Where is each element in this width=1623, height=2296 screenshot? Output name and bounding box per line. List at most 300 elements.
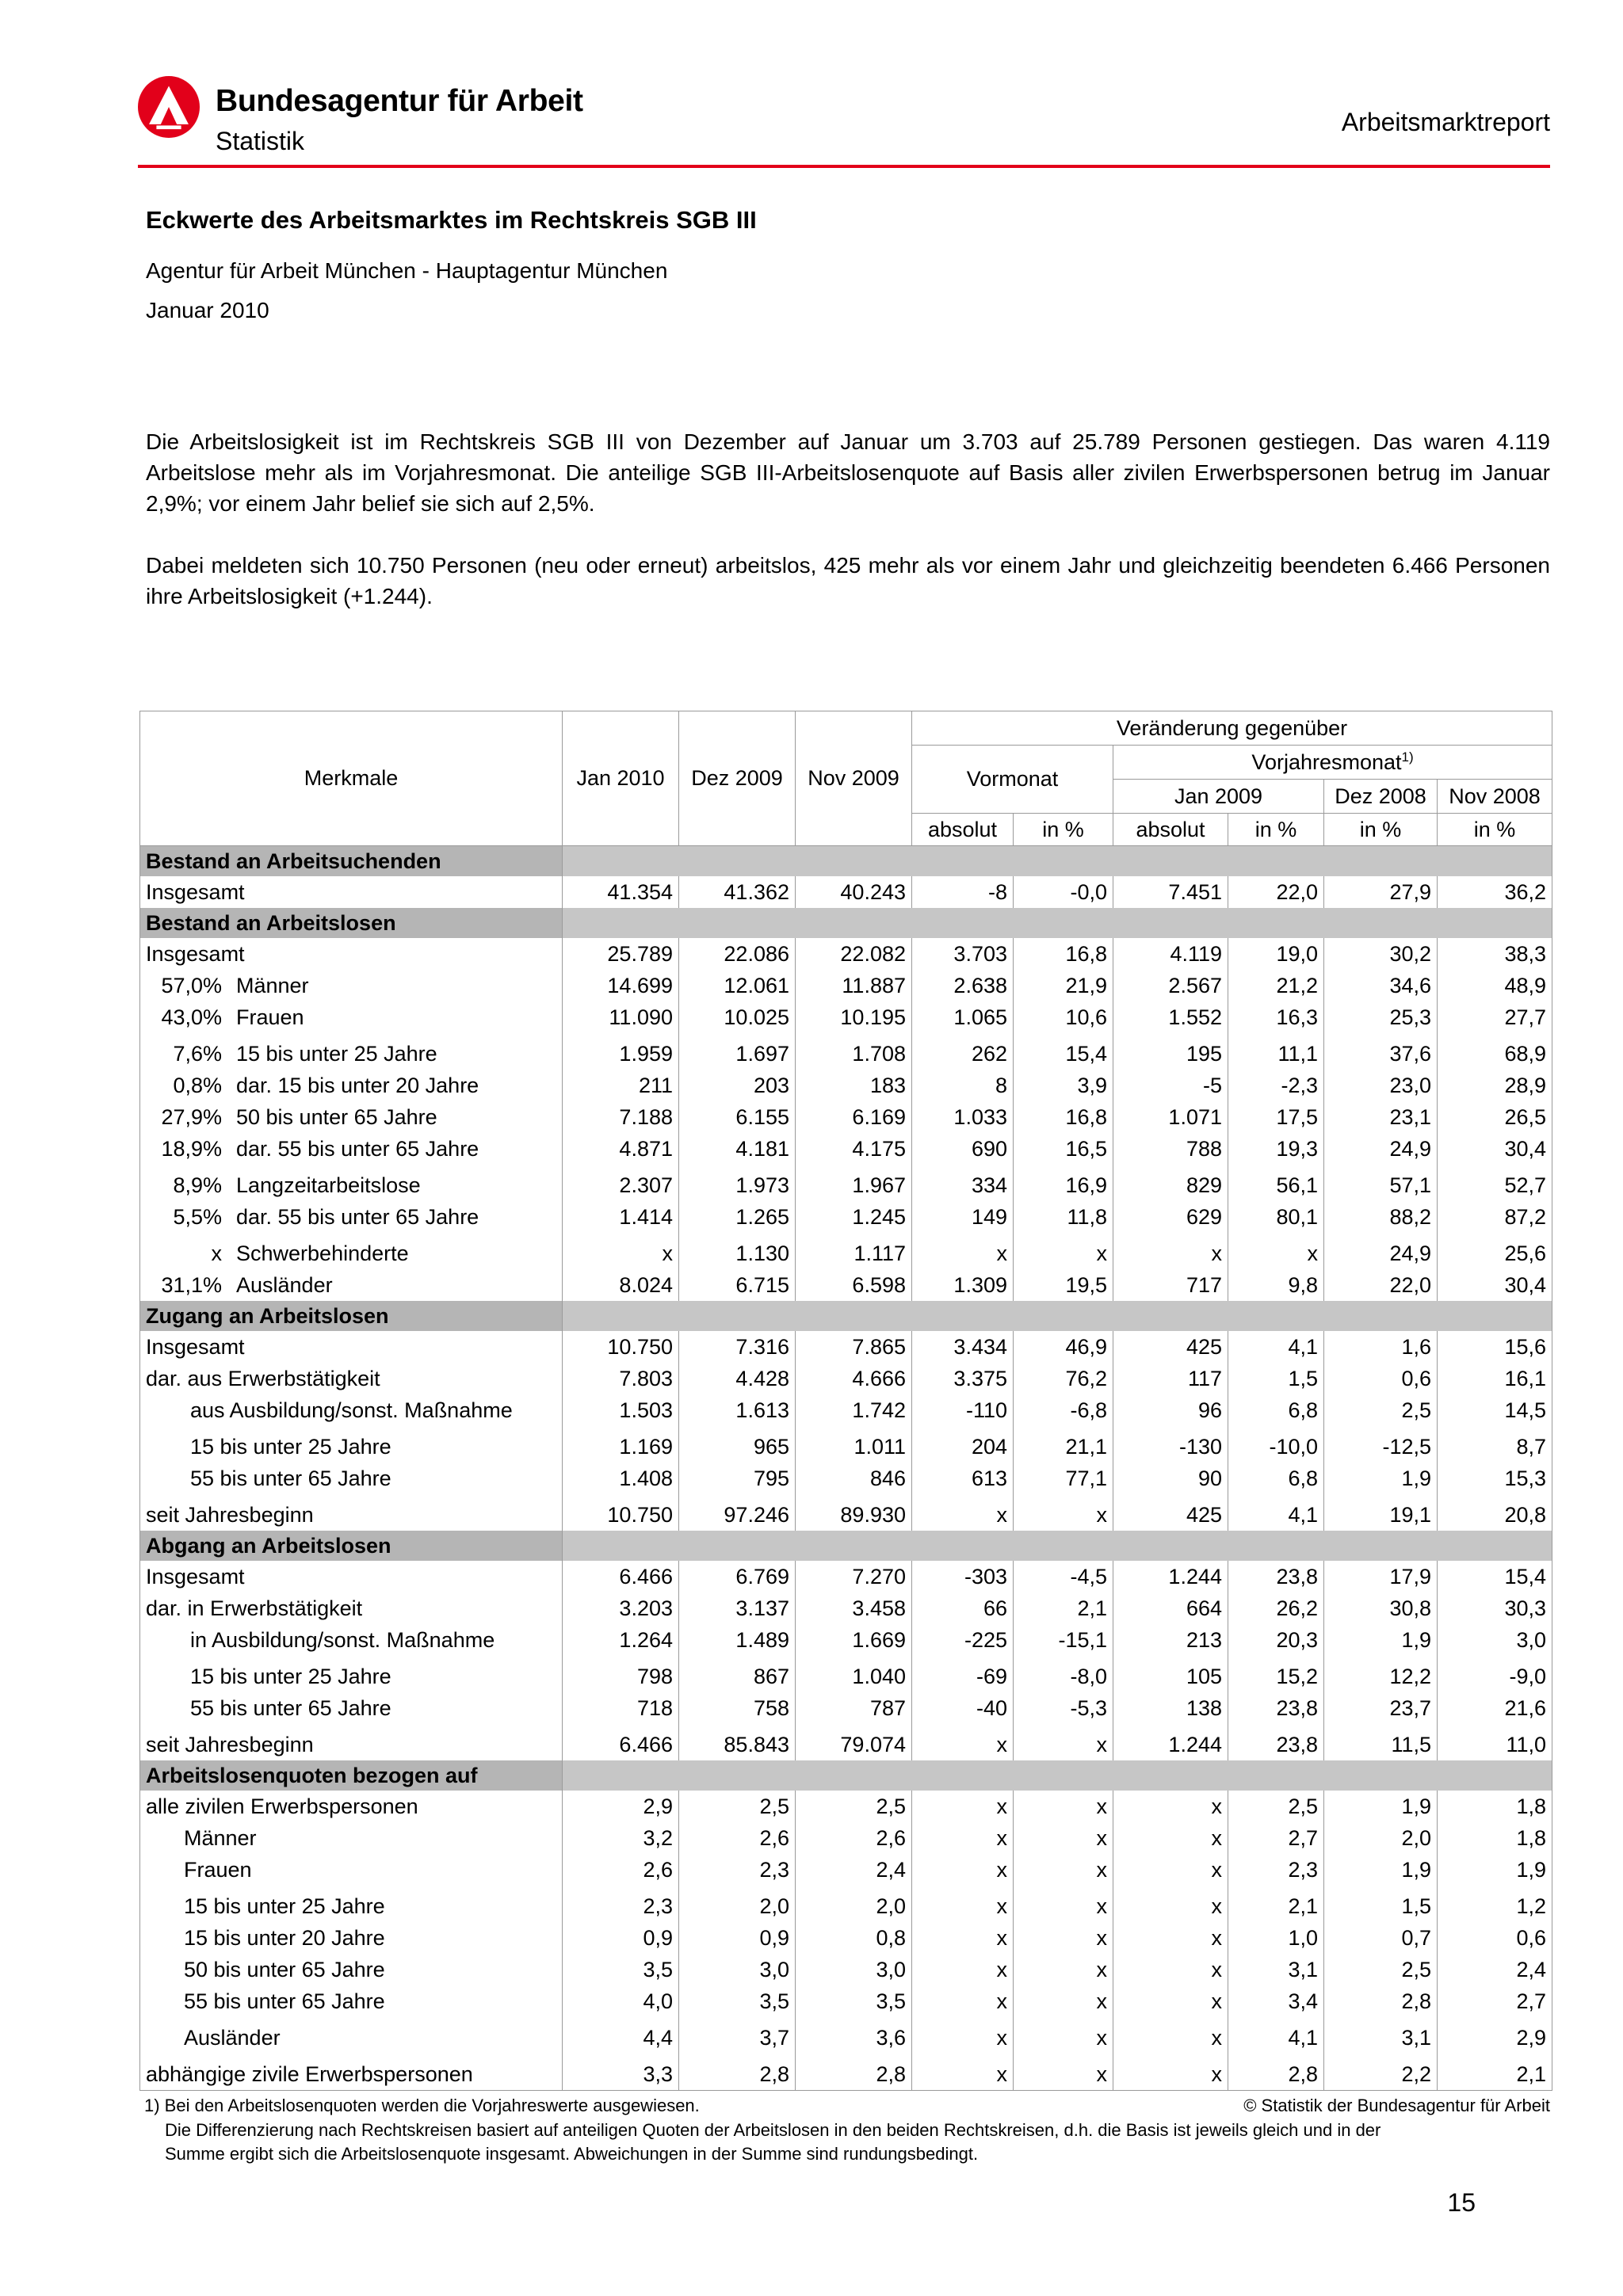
value-cell: 1,5 (1228, 1363, 1324, 1394)
row-label: dar. 15 bis unter 20 Jahre (236, 1073, 479, 1097)
value-cell: 846 (796, 1463, 912, 1494)
value-cell: 19,0 (1228, 938, 1324, 970)
value-cell: 1.503 (563, 1394, 679, 1426)
value-cell: 41.354 (563, 876, 679, 908)
row-label: Insgesamt (146, 1564, 245, 1589)
row-share: 27,9% (161, 1104, 222, 1129)
footnote-3: Summe ergibt sich die Arbeitslosenquote insgesamt. Abweichungen in der Summe sind rundungsbedingt. (165, 2144, 979, 2164)
value-cell: 89.930 (796, 1494, 912, 1531)
table-row (140, 1201, 1552, 1233)
value-cell: x (912, 1954, 1014, 1985)
value-cell: x (1113, 2017, 1228, 2054)
value-cell: 425 (1113, 1331, 1228, 1363)
value-cell: 2.307 (563, 1165, 679, 1201)
row-share: 0,8% (173, 1073, 222, 1097)
table-row (140, 1886, 1552, 1922)
row-label-cell (140, 1724, 563, 1760)
header-veraenderung: Veränderung gegenüber (912, 711, 1552, 746)
value-cell: 2,5 (1228, 1791, 1324, 1822)
section-fill (563, 908, 1552, 938)
value-cell: 183 (796, 1070, 912, 1101)
row-label-cell (140, 1033, 563, 1070)
header-dez-2009: Dez 2009 (679, 711, 796, 846)
value-cell: 2,3 (563, 1886, 679, 1922)
value-cell: 117 (1113, 1363, 1228, 1394)
value-cell: 7.451 (1113, 876, 1228, 908)
value-cell: x (1014, 2054, 1113, 2091)
value-cell: 6.169 (796, 1101, 912, 1133)
value-cell: 1.967 (796, 1165, 912, 1201)
row-label-cell (140, 1070, 563, 1101)
value-cell: 4.119 (1113, 938, 1228, 970)
value-cell: x (1014, 1922, 1113, 1954)
row-share: 7,6% (173, 1041, 222, 1066)
value-cell: x (1014, 1854, 1113, 1886)
value-cell: 77,1 (1014, 1463, 1113, 1494)
value-cell: 4.871 (563, 1133, 679, 1165)
table-row (140, 1394, 1552, 1426)
value-cell: 1,6 (1324, 1331, 1438, 1363)
value-cell: 3,1 (1324, 2017, 1438, 2054)
value-cell: 3,4 (1228, 1985, 1324, 2017)
value-cell: x (1113, 1822, 1228, 1854)
value-cell: 41.362 (679, 876, 796, 908)
value-cell: 1.708 (796, 1033, 912, 1070)
value-cell: 30,2 (1324, 938, 1438, 970)
footnote-2: Die Differenzierung nach Rechtskreisen basiert auf anteiligen Quoten der Arbeitslosen in den beiden Rechtskreisen, d.h. die Basis ist jeweils gleich und in der (165, 2120, 1381, 2140)
value-cell: 16,9 (1014, 1165, 1113, 1201)
value-cell: 96 (1113, 1394, 1228, 1426)
section-row (140, 908, 1552, 938)
row-share: 8,9% (173, 1173, 222, 1197)
header-vormonat: Vormonat (912, 746, 1113, 814)
value-cell: 87,2 (1438, 1201, 1552, 1233)
value-cell: 23,8 (1228, 1692, 1324, 1724)
value-cell: 1.613 (679, 1394, 796, 1426)
value-cell: 9,8 (1228, 1269, 1324, 1301)
value-cell: 2,4 (796, 1854, 912, 1886)
value-cell: 213 (1113, 1624, 1228, 1656)
value-cell: 4,1 (1228, 2017, 1324, 2054)
value-cell: 204 (912, 1426, 1014, 1463)
row-label: Schwerbehinderte (236, 1241, 409, 1265)
row-label-cell (140, 1165, 563, 1201)
value-cell: -9,0 (1438, 1656, 1552, 1692)
value-cell: 0,6 (1438, 1922, 1552, 1954)
value-cell: x (912, 1886, 1014, 1922)
value-cell: x (1113, 2054, 1228, 2091)
value-cell: 80,1 (1228, 1201, 1324, 1233)
row-label: Insgesamt (146, 1334, 245, 1359)
value-cell: 7.188 (563, 1101, 679, 1133)
section-row (140, 846, 1552, 877)
value-cell: 1.973 (679, 1165, 796, 1201)
value-cell: 20,3 (1228, 1624, 1324, 1656)
value-cell: 23,7 (1324, 1692, 1438, 1724)
table-row (140, 1463, 1552, 1494)
value-cell: 22,0 (1228, 876, 1324, 908)
row-label-cell (140, 2017, 563, 2054)
value-cell: 2,3 (679, 1854, 796, 1886)
value-cell: x (912, 1854, 1014, 1886)
value-cell: 664 (1113, 1592, 1228, 1624)
table-body (140, 846, 1552, 2091)
value-cell: 1.033 (912, 1101, 1014, 1133)
table-row (140, 876, 1552, 908)
value-cell: 795 (679, 1463, 796, 1494)
value-cell: 3,0 (679, 1954, 796, 1985)
section-fill (563, 1531, 1552, 1561)
row-label: dar. aus Erwerbstätigkeit (146, 1366, 380, 1390)
value-cell: 30,3 (1438, 1592, 1552, 1624)
value-cell: 23,8 (1228, 1724, 1324, 1760)
value-cell: 16,5 (1014, 1133, 1113, 1165)
value-cell: -4,5 (1014, 1561, 1113, 1592)
value-cell: 76,2 (1014, 1363, 1113, 1394)
value-cell: 23,8 (1228, 1561, 1324, 1592)
value-cell: 7.316 (679, 1331, 796, 1363)
value-cell: 11,0 (1438, 1724, 1552, 1760)
row-label: 50 bis unter 65 Jahre (184, 1957, 385, 1981)
row-label: dar. 55 bis unter 65 Jahre (236, 1204, 479, 1229)
value-cell: 0,9 (563, 1922, 679, 1954)
value-cell: 68,9 (1438, 1033, 1552, 1070)
row-label: Insgesamt (146, 879, 245, 904)
value-cell: 3.375 (912, 1363, 1014, 1394)
value-cell: 3,5 (679, 1985, 796, 2017)
table-row (140, 1624, 1552, 1656)
section-fill (563, 1760, 1552, 1791)
row-label-cell (140, 1985, 563, 2017)
value-cell: 965 (679, 1426, 796, 1463)
labor-market-table (139, 711, 1552, 2091)
value-cell: x (1113, 1854, 1228, 1886)
value-cell: 19,1 (1324, 1494, 1438, 1531)
value-cell: 1.244 (1113, 1724, 1228, 1760)
value-cell: 1,5 (1324, 1886, 1438, 1922)
value-cell: 787 (796, 1692, 912, 1724)
row-label: 15 bis unter 25 Jahre (190, 1434, 391, 1459)
table-row (140, 1233, 1552, 1269)
ba-logo-icon (138, 76, 200, 138)
section-title: Zugang an Arbeitslosen (140, 1301, 563, 1331)
table-row (140, 2017, 1552, 2054)
table-row (140, 1692, 1552, 1724)
value-cell: 10.750 (563, 1494, 679, 1531)
value-cell: 0,8 (796, 1922, 912, 1954)
section-title: Bestand an Arbeitsuchenden (140, 846, 563, 877)
value-cell: 2,0 (679, 1886, 796, 1922)
value-cell: x (1113, 1233, 1228, 1269)
table-row (140, 1269, 1552, 1301)
value-cell: 66 (912, 1592, 1014, 1624)
value-cell: 3.203 (563, 1592, 679, 1624)
value-cell: 2,6 (563, 1854, 679, 1886)
value-cell: 21,9 (1014, 970, 1113, 1001)
value-cell: 2,8 (679, 2054, 796, 2091)
page-title: Eckwerte des Arbeitsmarktes im Rechtskreis SGB III (146, 206, 757, 234)
section-title: Arbeitslosenquoten bezogen auf (140, 1760, 563, 1791)
table-row (140, 1724, 1552, 1760)
value-cell: -303 (912, 1561, 1014, 1592)
section-title: Abgang an Arbeitslosen (140, 1531, 563, 1561)
table-row (140, 1070, 1552, 1101)
value-cell: 15,2 (1228, 1656, 1324, 1692)
value-cell: 26,5 (1438, 1101, 1552, 1133)
value-cell: 90 (1113, 1463, 1228, 1494)
value-cell: 2,5 (679, 1791, 796, 1822)
row-share: x (211, 1241, 222, 1265)
value-cell: -130 (1113, 1426, 1228, 1463)
value-cell: 629 (1113, 1201, 1228, 1233)
value-cell: 613 (912, 1463, 1014, 1494)
row-label: abhängige zivile Erwerbspersonen (146, 2061, 473, 2086)
value-cell: 6,8 (1228, 1463, 1324, 1494)
table-row (140, 1363, 1552, 1394)
value-cell: 211 (563, 1070, 679, 1101)
header-nov-2008-pct: in % (1438, 814, 1552, 846)
value-cell: 15,4 (1014, 1033, 1113, 1070)
value-cell: 24,9 (1324, 1233, 1438, 1269)
table-row (140, 1561, 1552, 1592)
value-cell: 3,0 (1438, 1624, 1552, 1656)
value-cell: 2,8 (1324, 1985, 1438, 2017)
value-cell: 4.175 (796, 1133, 912, 1165)
value-cell: 21,2 (1228, 970, 1324, 1001)
row-label-cell (140, 1886, 563, 1922)
row-label: aus Ausbildung/sonst. Maßnahme (190, 1398, 513, 1422)
header-merkmale: Merkmale (140, 711, 563, 846)
row-label-cell (140, 1854, 563, 1886)
value-cell: 97.246 (679, 1494, 796, 1531)
value-cell: 30,4 (1438, 1269, 1552, 1301)
value-cell: 2,7 (1228, 1822, 1324, 1854)
value-cell: 2,8 (1228, 2054, 1324, 2091)
value-cell: 46,9 (1014, 1331, 1113, 1363)
value-cell: 10.025 (679, 1001, 796, 1033)
row-label: dar. in Erwerbstätigkeit (146, 1596, 363, 1620)
footnote-1: 1) Bei den Arbeitslosenquoten werden die Vorjahreswerte ausgewiesen. (144, 2096, 700, 2115)
summary-paragraph-2: Dabei meldeten sich 10.750 Personen (neu oder erneut) arbeitslos, 425 mehr als vor einem Jahr und gleichzeitig beendeten 6.466 Personen ihre Arbeitslosigkeit (+1.244). (146, 553, 1550, 608)
value-cell: 1.065 (912, 1001, 1014, 1033)
value-cell: 2,4 (1438, 1954, 1552, 1985)
value-cell: -40 (912, 1692, 1014, 1724)
value-cell: 3,0 (796, 1954, 912, 1985)
section-row (140, 1531, 1552, 1561)
value-cell: 1,9 (1324, 1463, 1438, 1494)
value-cell: 2,1 (1228, 1886, 1324, 1922)
value-cell: x (912, 1922, 1014, 1954)
value-cell: 1.959 (563, 1033, 679, 1070)
row-label-cell (140, 1922, 563, 1954)
row-label: Frauen (184, 1857, 252, 1882)
value-cell: 3,1 (1228, 1954, 1324, 1985)
value-cell: 19,3 (1228, 1133, 1324, 1165)
table-row (140, 1133, 1552, 1165)
value-cell: 14.699 (563, 970, 679, 1001)
value-cell: 105 (1113, 1656, 1228, 1692)
value-cell: 4,1 (1228, 1331, 1324, 1363)
value-cell: 788 (1113, 1133, 1228, 1165)
value-cell: 19,5 (1014, 1269, 1113, 1301)
value-cell: x (1014, 1886, 1113, 1922)
row-label: Frauen (236, 1005, 304, 1029)
value-cell: 7.803 (563, 1363, 679, 1394)
table-row (140, 1854, 1552, 1886)
value-cell: 15,4 (1438, 1561, 1552, 1592)
value-cell: 1.742 (796, 1394, 912, 1426)
value-cell: 1.011 (796, 1426, 912, 1463)
value-cell: x (912, 2054, 1014, 2091)
row-label-cell (140, 1592, 563, 1624)
value-cell: 425 (1113, 1494, 1228, 1531)
value-cell: 52,7 (1438, 1165, 1552, 1201)
row-label: 15 bis unter 25 Jahre (236, 1041, 437, 1066)
row-label-cell (140, 1201, 563, 1233)
row-label: alle zivilen Erwerbspersonen (146, 1794, 418, 1818)
value-cell: 8,7 (1438, 1426, 1552, 1463)
value-cell: 6.466 (563, 1724, 679, 1760)
value-cell: 6.715 (679, 1269, 796, 1301)
table-row (140, 938, 1552, 970)
value-cell: 3,7 (679, 2017, 796, 2054)
page-number: 15 (1447, 2188, 1476, 2217)
value-cell: 56,1 (1228, 1165, 1324, 1201)
row-label-cell (140, 1363, 563, 1394)
table-row (140, 1001, 1552, 1033)
value-cell: 38,3 (1438, 938, 1552, 970)
row-label: 15 bis unter 25 Jahre (190, 1664, 391, 1688)
row-label: 55 bis unter 65 Jahre (190, 1695, 391, 1720)
value-cell: 1.552 (1113, 1001, 1228, 1033)
value-cell: 1.414 (563, 1201, 679, 1233)
value-cell: x (1113, 1791, 1228, 1822)
value-cell: 21,6 (1438, 1692, 1552, 1724)
value-cell: -6,8 (1014, 1394, 1113, 1426)
value-cell: x (912, 2017, 1014, 2054)
summary-paragraph-1: Die Arbeitslosigkeit ist im Rechtskreis SGB III von Dezember auf Januar um 3.703 auf 25.789 Personen gestiegen. Das waren 4.119 Arbeitslose mehr als im Vorjahresmonat. Die anteilige SGB III-Arbeitslosenquote auf Basis aller zivilen Erwerbspersonen betrug im Januar 2,9%; vor einem Jahr belief sie sich auf 2,5%. (146, 429, 1550, 516)
row-label: Langzeitarbeitslose (236, 1173, 421, 1197)
value-cell: 3,2 (563, 1822, 679, 1854)
value-cell: 8 (912, 1070, 1014, 1101)
row-label: Ausländer (236, 1272, 333, 1297)
value-cell: 1,9 (1324, 1624, 1438, 1656)
value-cell: x (1014, 1494, 1113, 1531)
value-cell: 20,8 (1438, 1494, 1552, 1531)
value-cell: 829 (1113, 1165, 1228, 1201)
value-cell: 2,6 (796, 1822, 912, 1854)
value-cell: 23,1 (1324, 1101, 1438, 1133)
row-label-cell (140, 1001, 563, 1033)
value-cell: x (912, 1724, 1014, 1760)
value-cell: -5,3 (1014, 1692, 1113, 1724)
value-cell: 3,3 (563, 2054, 679, 2091)
value-cell: 3,9 (1014, 1070, 1113, 1101)
value-cell: 3.434 (912, 1331, 1014, 1363)
row-label-cell (140, 938, 563, 970)
table-row (140, 2054, 1552, 2091)
value-cell: 10,6 (1014, 1001, 1113, 1033)
row-label-cell (140, 1822, 563, 1854)
section-row (140, 1301, 1552, 1331)
row-label-cell (140, 1101, 563, 1133)
value-cell: 195 (1113, 1033, 1228, 1070)
row-label: Männer (236, 973, 309, 997)
value-cell: 1.669 (796, 1624, 912, 1656)
value-cell: 11.090 (563, 1001, 679, 1033)
value-cell: 2,6 (679, 1822, 796, 1854)
row-share: 5,5% (173, 1204, 222, 1229)
copyright: © Statistik der Bundesagentur für Arbeit (1243, 2096, 1550, 2115)
row-label-cell (140, 876, 563, 908)
vorjahresmonat-label: Vorjahresmonat (1251, 750, 1402, 774)
value-cell: 36,2 (1438, 876, 1552, 908)
value-cell: 334 (912, 1165, 1014, 1201)
value-cell: 27,7 (1438, 1001, 1552, 1033)
value-cell: 3,6 (796, 2017, 912, 2054)
value-cell: x (1113, 1954, 1228, 1985)
value-cell: 12.061 (679, 970, 796, 1001)
row-label-cell (140, 1791, 563, 1822)
row-label-cell (140, 1656, 563, 1692)
value-cell: 11,1 (1228, 1033, 1324, 1070)
value-cell: 1.130 (679, 1233, 796, 1269)
table-row (140, 1426, 1552, 1463)
row-label-cell (140, 1269, 563, 1301)
value-cell: 1.071 (1113, 1101, 1228, 1133)
value-cell: x (912, 1822, 1014, 1854)
value-cell: 27,9 (1324, 876, 1438, 908)
row-label-cell (140, 1692, 563, 1724)
table-row (140, 1954, 1552, 1985)
value-cell: 79.074 (796, 1724, 912, 1760)
value-cell: 48,9 (1438, 970, 1552, 1001)
value-cell: 6.155 (679, 1101, 796, 1133)
value-cell: 22.082 (796, 938, 912, 970)
row-label: 55 bis unter 65 Jahre (184, 1989, 385, 2013)
value-cell: 1.244 (1113, 1561, 1228, 1592)
value-cell: 22,0 (1324, 1269, 1438, 1301)
value-cell: 2,5 (1324, 1954, 1438, 1985)
table-row (140, 1033, 1552, 1070)
row-label-cell (140, 1463, 563, 1494)
row-label: 15 bis unter 25 Jahre (184, 1894, 385, 1918)
row-share: 43,0% (161, 1005, 222, 1029)
value-cell: x (912, 1791, 1014, 1822)
value-cell: 16,8 (1014, 938, 1113, 970)
table-row (140, 1494, 1552, 1531)
row-label-cell (140, 1133, 563, 1165)
row-label-cell (140, 1394, 563, 1426)
value-cell: 2,8 (796, 2054, 912, 2091)
table-row (140, 1822, 1552, 1854)
table-row (140, 1331, 1552, 1363)
value-cell: 88,2 (1324, 1201, 1438, 1233)
value-cell: x (1014, 1724, 1113, 1760)
value-cell: x (1014, 1822, 1113, 1854)
report-name: Arbeitsmarktreport (1341, 108, 1550, 136)
value-cell: 1.245 (796, 1201, 912, 1233)
value-cell: 11,5 (1324, 1724, 1438, 1760)
value-cell: 8.024 (563, 1269, 679, 1301)
row-label: Männer (184, 1825, 257, 1850)
section-fill (563, 1301, 1552, 1331)
footnote-marker: 1) (1401, 749, 1414, 765)
value-cell: -5 (1113, 1070, 1228, 1101)
value-cell: 6.769 (679, 1561, 796, 1592)
value-cell: 798 (563, 1656, 679, 1692)
table-row (140, 1101, 1552, 1133)
